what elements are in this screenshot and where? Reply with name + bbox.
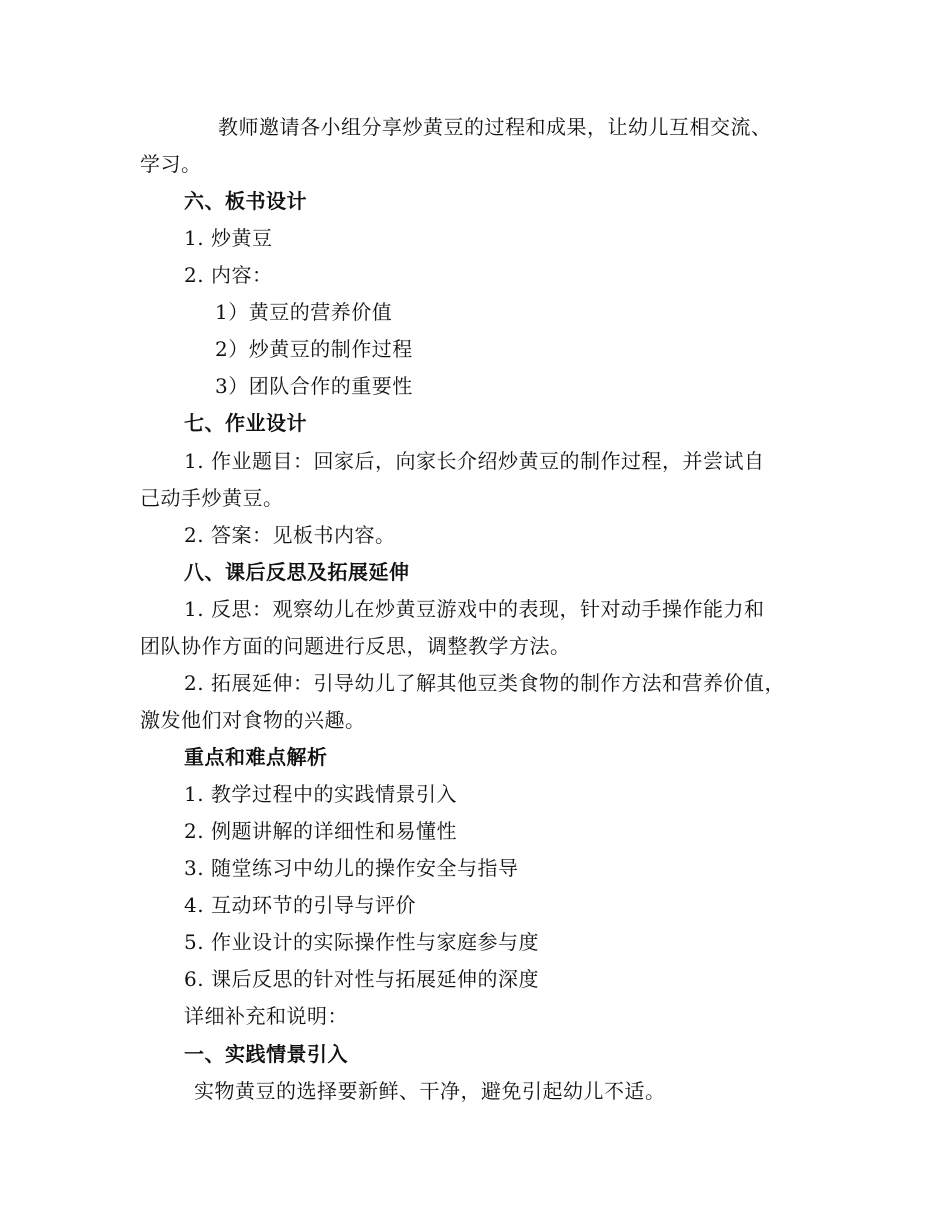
list-item: 1. 反思：观察幼儿在炒黄豆游戏中的表现，针对动手操作能力和 [184, 597, 765, 621]
paragraph-line: 详细补充和说明： [184, 1004, 348, 1028]
list-item: 2. 答案：见板书内容。 [184, 523, 396, 547]
section-heading: 一、实践情景引入 [184, 1042, 348, 1066]
list-item: 1. 作业题目：回家后，向家长介绍炒黄豆的制作过程，并尝试自 [184, 449, 765, 473]
paragraph-line: 己动手炒黄豆。 [140, 486, 284, 510]
list-item: 1. 教学过程中的实践情景引入 [184, 782, 457, 806]
section-heading: 六、板书设计 [184, 189, 307, 213]
section-heading: 七、作业设计 [184, 411, 307, 435]
list-item: 2. 例题讲解的详细性和易懂性 [184, 819, 457, 843]
list-item: 6. 课后反思的针对性与拓展延伸的深度 [184, 967, 539, 991]
sub-list-item: 2）炒黄豆的制作过程 [215, 337, 413, 361]
paragraph-line: 教师邀请各小组分享炒黄豆的过程和成果，让幼儿互相交流、 [218, 115, 772, 139]
list-item: 2. 内容： [184, 263, 273, 287]
list-item: 4. 互动环节的引导与评价 [184, 893, 416, 917]
section-heading: 八、课后反思及拓展延伸 [184, 560, 410, 584]
section-heading: 重点和难点解析 [184, 745, 328, 769]
list-item: 1. 炒黄豆 [184, 226, 273, 250]
paragraph-line: 团队协作方面的问题进行反思，调整教学方法。 [140, 634, 571, 658]
sub-list-item: 3）团队合作的重要性 [215, 374, 413, 398]
sub-list-item: 1）黄豆的营养价值 [215, 300, 393, 324]
paragraph-line: 实物黄豆的选择要新鲜、干净，避免引起幼儿不适。 [194, 1079, 666, 1103]
list-item: 2. 拓展延伸：引导幼儿了解其他豆类食物的制作方法和营养价值， [184, 671, 785, 695]
list-item: 3. 随堂练习中幼儿的操作安全与指导 [184, 856, 519, 880]
paragraph-line: 学习。 [140, 152, 202, 176]
list-item: 5. 作业设计的实际操作性与家庭参与度 [184, 930, 539, 954]
paragraph-line: 激发他们对食物的兴趣。 [140, 708, 366, 732]
